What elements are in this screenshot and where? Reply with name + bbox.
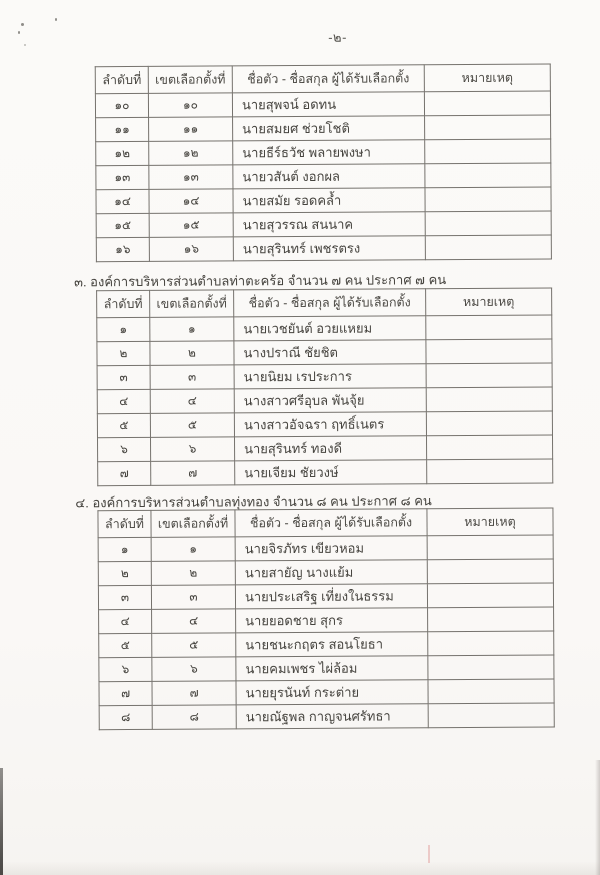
column-header-name: ชื่อตัว - ชื่อสกุล ผู้ได้รับเลือกตั้ง — [234, 289, 426, 317]
table-row — [97, 435, 552, 462]
cell-name: นางสาวอัจฉรา ฤทธิ์เนตร — [234, 412, 426, 437]
cell-dist: ๑๒ — [149, 141, 233, 166]
cell-no: ๔ — [99, 609, 152, 633]
cell-name: นายสมยศ ช่วยโชติ — [233, 116, 425, 141]
scan-speck — [18, 31, 20, 34]
cell-no: ๑๐ — [95, 93, 148, 117]
cell-no: ๖ — [99, 657, 152, 681]
table-row — [98, 559, 553, 586]
table-row — [99, 607, 554, 634]
cell-note — [428, 655, 554, 680]
cell-name: นายวสันต์ งอกผล — [233, 164, 425, 189]
cell-name: นายจิรภัทร เขียวหอม — [235, 536, 427, 561]
cell-name: นางปราณี ชัยชิต — [234, 340, 426, 365]
page-number: -๒- — [328, 29, 347, 45]
cell-dist: ๒ — [151, 561, 235, 586]
cell-no: ๑ — [98, 537, 151, 561]
cell-note — [425, 211, 551, 236]
cell-dist: ๑๔ — [149, 189, 233, 214]
cell-note — [425, 235, 551, 260]
cell-dist: ๒ — [150, 341, 234, 366]
cell-no: ๑๓ — [96, 165, 149, 189]
cell-name: นายสมัย รอดคล้ำ — [233, 188, 425, 213]
cell-name: นายสุพจน์ อดทน — [232, 92, 424, 117]
cell-dist: ๔ — [152, 609, 236, 634]
table-row — [97, 315, 552, 342]
cell-no: ๑๔ — [96, 189, 149, 213]
cell-name: นายเวชยันต์ อวยแหยม — [234, 316, 426, 341]
cell-no: ๑๒ — [96, 141, 149, 165]
cell-note — [426, 339, 552, 364]
cell-dist: ๕ — [150, 413, 234, 438]
cell-note — [427, 535, 553, 560]
cell-note — [426, 435, 552, 460]
cell-no: ๑๕ — [96, 213, 149, 237]
column-header-no: ลำดับที่ — [97, 290, 150, 317]
column-header-name: ชื่อตัว - ชื่อสกุล ผู้ได้รับเลือกตั้ง — [232, 65, 424, 93]
cell-no: ๑ — [97, 317, 150, 341]
cell-note — [428, 607, 554, 632]
cell-no: ๕ — [99, 633, 152, 657]
cell-note — [426, 411, 552, 436]
scan-speck — [55, 18, 57, 21]
table-row — [96, 139, 551, 166]
scan-speck — [24, 44, 26, 46]
column-header-no: ลำดับที่ — [95, 66, 148, 93]
table-row — [99, 631, 554, 658]
column-header-remark: หมายเหตุ — [426, 288, 552, 316]
column-header-no: ลำดับที่ — [98, 510, 151, 537]
cell-name: นายคมเพชร ไผ่ล้อม — [236, 656, 428, 681]
column-header-remark: หมายเหตุ — [427, 508, 553, 536]
table-row — [96, 235, 551, 262]
table-row — [97, 339, 552, 366]
cell-name: นายยอดชาย สุกร — [236, 608, 428, 633]
cell-no: ๗ — [98, 461, 151, 485]
cell-name: นายประเสริฐ เที่ยงในธรรม — [235, 584, 427, 609]
cell-no: ๒ — [98, 561, 151, 585]
cell-no: ๘ — [99, 705, 152, 729]
cell-dist: ๑๕ — [149, 213, 233, 238]
table-header-row — [95, 64, 550, 94]
cell-dist: ๕ — [152, 633, 236, 658]
cell-name: นายสุรินทร์ ทองดี — [234, 436, 426, 461]
table-row — [96, 163, 551, 190]
cell-no: ๗ — [99, 681, 152, 705]
table-row — [97, 363, 552, 390]
table-row — [99, 679, 554, 706]
table-row — [97, 411, 552, 438]
column-header-district: เขตเลือกตั้งที่ — [150, 290, 234, 318]
table-row — [99, 655, 554, 682]
cell-note — [427, 583, 553, 608]
cell-dist: ๑ — [151, 537, 235, 562]
table-row — [96, 211, 551, 238]
cell-note — [426, 387, 552, 412]
table-row — [97, 387, 552, 414]
table-header-row — [97, 288, 552, 318]
cell-dist: ๑๓ — [149, 165, 233, 190]
cell-dist: ๖ — [152, 657, 236, 682]
cell-name: นางสาวศรีอุบล พันจุ้ย — [234, 388, 426, 413]
table-row — [98, 535, 553, 562]
cell-dist: ๗ — [151, 461, 235, 486]
cell-no: ๓ — [98, 585, 151, 609]
cell-no: ๒ — [97, 341, 150, 365]
cell-note — [428, 679, 554, 704]
cell-dist: ๗ — [152, 681, 236, 706]
cell-dist: ๑ — [150, 317, 234, 342]
cell-no: ๑๖ — [96, 237, 149, 261]
column-header-name: ชื่อตัว - ชื่อสกุล ผู้ได้รับเลือกตั้ง — [235, 509, 427, 537]
cell-name: นายยุรนันท์ กระต่าย — [236, 680, 428, 705]
table-row — [96, 115, 551, 142]
cell-note — [427, 459, 553, 484]
scan-bottom-shadow — [0, 861, 600, 875]
table-row — [96, 187, 551, 214]
cell-name: นายธีร์ธวัช พลายพงษา — [233, 140, 425, 165]
cell-name: นายสุรินทร์ เพชรตรง — [233, 236, 425, 261]
cell-dist: ๑๑ — [149, 117, 233, 142]
cell-name: นายนิยม เรประการ — [234, 364, 426, 389]
cell-dist: ๖ — [150, 437, 234, 462]
cell-dist: ๑๖ — [149, 237, 233, 262]
column-header-district: เขตเลือกตั้งที่ — [151, 510, 235, 538]
cell-dist: ๔ — [150, 389, 234, 414]
column-header-district: เขตเลือกตั้งที่ — [148, 66, 232, 94]
cell-note — [424, 91, 550, 116]
cell-no: ๔ — [97, 389, 150, 413]
section-heading: ๓. องค์การบริหารส่วนตำบลท่าตะคร้อ จำนวน ๗ คน ประกาศ ๗ คน — [73, 272, 447, 290]
scan-speck — [21, 23, 24, 26]
cell-name: นายสายัญ นางแย้ม — [235, 560, 427, 585]
results-table — [96, 287, 553, 486]
table-row — [98, 583, 553, 610]
column-header-remark: หมายเหตุ — [424, 64, 550, 92]
table-row — [95, 91, 550, 118]
results-table — [95, 63, 552, 262]
cell-note — [428, 703, 554, 728]
cell-dist: ๓ — [151, 585, 235, 610]
cell-name: นายณัฐพล กาญจนศรัทธา — [236, 704, 428, 729]
cell-note — [426, 315, 552, 340]
section-heading: ๔. องค์การบริหารส่วนตำบลทุ่งทอง จำนวน ๘ คน ประกาศ ๘ คน — [75, 493, 432, 511]
cell-note — [428, 631, 554, 656]
table-header-row — [98, 508, 553, 538]
cell-no: ๓ — [97, 365, 150, 389]
scan-left-edge-shadow — [0, 768, 3, 875]
cell-note — [427, 559, 553, 584]
cell-note — [426, 363, 552, 388]
results-table — [97, 507, 554, 730]
table-row — [99, 703, 554, 730]
cell-name: นายชนะกฤตร สอนโยธา — [236, 632, 428, 657]
cell-name: นายสุวรรณ สนนาค — [233, 212, 425, 237]
cell-dist: ๓ — [150, 365, 234, 390]
scan-right-edge-shadow — [595, 760, 600, 875]
cell-no: ๑๑ — [96, 117, 149, 141]
cell-note — [425, 163, 551, 188]
cell-dist: ๑๐ — [148, 93, 232, 118]
table-row — [98, 459, 553, 486]
cell-note — [425, 139, 551, 164]
cell-dist: ๘ — [152, 705, 236, 730]
cell-no: ๕ — [97, 413, 150, 437]
cell-no: ๖ — [97, 437, 150, 461]
cell-name: นายเจียม ชัยวงษ์ — [235, 460, 427, 485]
cell-note — [425, 187, 551, 212]
cell-note — [425, 115, 551, 140]
